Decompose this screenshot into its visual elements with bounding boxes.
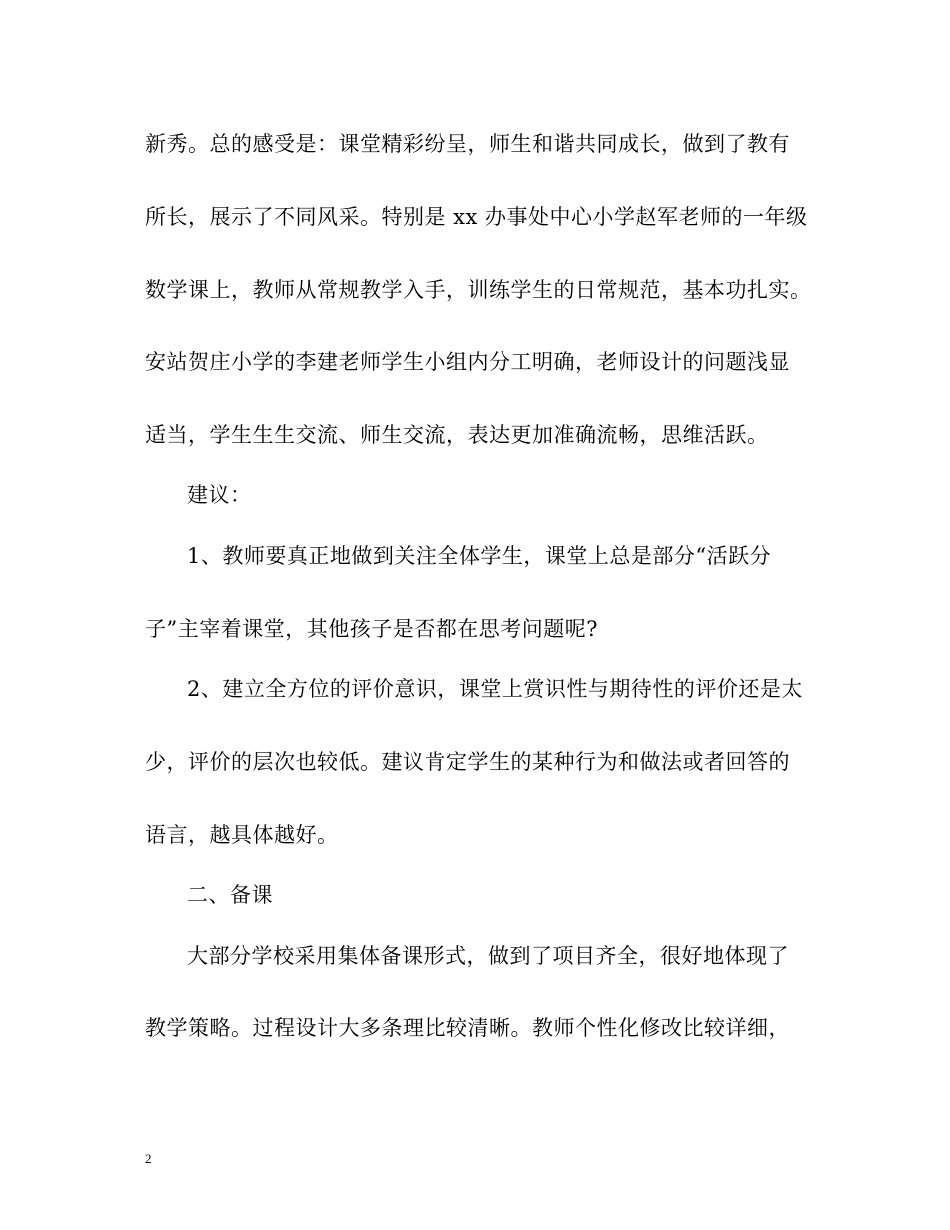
paragraph-line: 大部分学校采用集体备课形式，做到了项目齐全，很好地体现了 bbox=[187, 944, 789, 968]
section-heading-suggestions: 建议： bbox=[187, 483, 252, 507]
page-number: 2 bbox=[145, 1151, 152, 1166]
section-heading-lesson-prep: 二、备课 bbox=[187, 883, 273, 907]
paragraph-line: 语言，越具体越好。 bbox=[145, 823, 339, 847]
paragraph-line: 教学策略。过程设计大多条理比较清晰。教师个性化修改比较详细， bbox=[145, 1016, 790, 1040]
paragraph-line: 所长，展示了不同风采。特别是 xx 办事处中心小学赵军老师的一年级 bbox=[145, 205, 808, 229]
paragraph-line: 子”主宰着课堂，其他孩子是否都在思考问题呢? bbox=[145, 617, 598, 641]
paragraph-line: 数学课上，教师从常规教学入手，训练学生的日常规范，基本功扎实。 bbox=[145, 278, 812, 302]
paragraph-line: 少，评价的层次也较低。建议肯定学生的某种行为和做法或者回答的 bbox=[145, 750, 790, 774]
paragraph-line: 适当，学生生生交流、师生交流，表达更加准确流畅，思维活跃。 bbox=[145, 423, 769, 447]
paragraph-line: 1、教师要真正地做到关注全体学生，课堂上总是部分“活跃分 bbox=[187, 544, 772, 568]
paragraph-line: 2、建立全方位的评价意识，课堂上赏识性与期待性的评价还是太 bbox=[187, 677, 803, 701]
paragraph-line: 安站贺庄小学的李建老师学生小组内分工明确，老师设计的问题浅显 bbox=[145, 350, 790, 374]
paragraph-line: 新秀。总的感受是：课堂精彩纷呈，师生和谐共同成长，做到了教有 bbox=[145, 132, 790, 156]
